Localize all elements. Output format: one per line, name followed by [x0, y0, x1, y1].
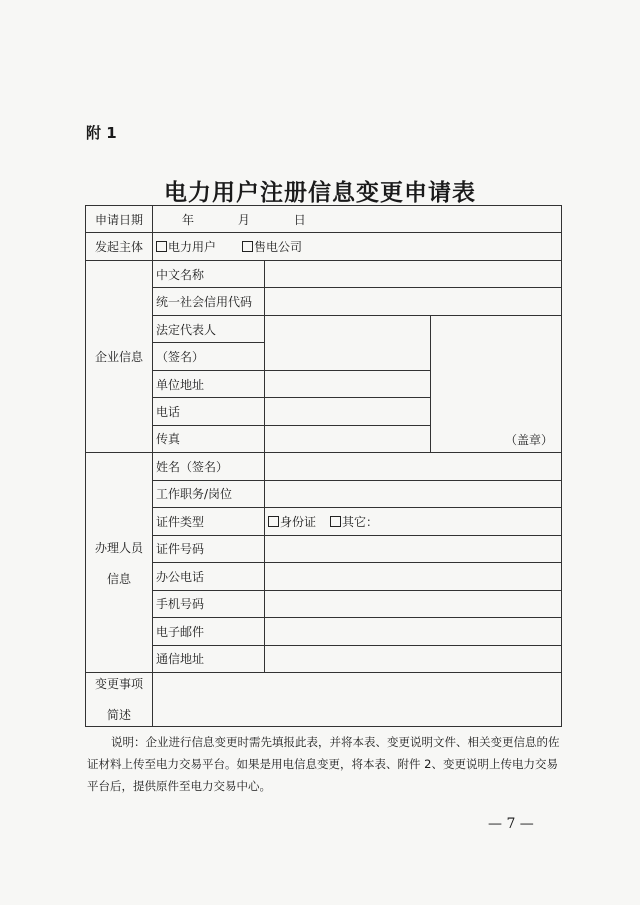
id-type-label: 证件类型 [153, 508, 265, 535]
row-id-number [86, 535, 562, 562]
initiator-label: 发起主体 [86, 233, 153, 260]
row-handler-name [86, 453, 562, 480]
power-user-checkbox[interactable] [156, 241, 167, 252]
row-legal-rep [86, 315, 562, 342]
row-id-type [86, 508, 562, 535]
change-desc-label [86, 672, 153, 726]
chinese-name-label: 中文名称 [153, 260, 265, 287]
row-apply-date [86, 206, 562, 233]
row-office-phone [86, 563, 562, 590]
id-type-options [265, 508, 562, 535]
legal-rep-label: 法定代表人 [153, 315, 265, 342]
id-number-input[interactable] [265, 535, 562, 562]
company-stamp-area[interactable]: （盖章） [431, 315, 562, 452]
address-label: 单位地址 [153, 370, 265, 397]
mail-address-input[interactable] [265, 645, 562, 672]
position-input[interactable] [265, 480, 562, 507]
date-year-unit: 年 [182, 212, 195, 227]
retailer-checkbox[interactable] [242, 241, 253, 252]
handler-label-line2: 信息 [106, 571, 131, 586]
legal-rep-input[interactable] [265, 315, 431, 370]
id-number-label: 证件号码 [153, 535, 265, 562]
row-initiator [86, 233, 562, 260]
change-desc-label-line1: 变更事项 [94, 677, 143, 692]
office-phone-label: 办公电话 [153, 563, 265, 590]
handler-info-label [86, 453, 153, 673]
credit-code-label: 统一社会信用代码 [153, 288, 265, 315]
fax-input[interactable] [265, 425, 431, 452]
apply-date-field[interactable] [153, 206, 562, 233]
handler-name-label: 姓名（签名） [153, 453, 265, 480]
row-credit-code [86, 288, 562, 315]
row-position [86, 480, 562, 507]
attachment-label: 附 1 [86, 124, 117, 142]
phone-input[interactable] [265, 398, 431, 425]
other-id-option-label: 其它： [342, 514, 379, 529]
fax-label: 传真 [153, 425, 265, 452]
handler-label-line1: 办理人员 [94, 540, 143, 555]
row-email [86, 618, 562, 645]
mail-address-label: 通信地址 [153, 645, 265, 672]
change-desc-label-line2: 简述 [106, 708, 131, 723]
form-instructions: 说明：企业进行信息变更时需先填报此表，并将本表、变更说明文件、相关变更信息的佐证材料上传至电力交易平台。如果是用电信息变更，将本表、附件 2、变更说明上传电力交易平台后，提供原件至电力交易中心。 [87, 735, 560, 793]
id-card-checkbox[interactable] [268, 516, 279, 527]
date-month-unit: 月 [237, 212, 250, 227]
address-input[interactable] [265, 370, 431, 397]
row-mobile [86, 590, 562, 617]
credit-code-input[interactable] [265, 288, 562, 315]
phone-label: 电话 [153, 398, 265, 425]
row-change-desc [86, 672, 562, 726]
handler-name-input[interactable] [265, 453, 562, 480]
row-mail-address [86, 645, 562, 672]
legal-rep-sign-label: （签名） [153, 343, 265, 370]
registration-change-form [85, 205, 562, 727]
row-chinese-name [86, 260, 562, 287]
enterprise-info-label: 企业信息 [86, 260, 153, 452]
other-id-checkbox[interactable] [330, 516, 341, 527]
form-title: 电力用户注册信息变更申请表 [164, 179, 476, 206]
initiator-options [153, 233, 562, 260]
email-label: 电子邮件 [153, 618, 265, 645]
chinese-name-input[interactable] [265, 260, 562, 287]
email-input[interactable] [265, 618, 562, 645]
retailer-option-label: 售电公司 [254, 240, 303, 255]
apply-date-label: 申请日期 [86, 206, 153, 233]
change-desc-input[interactable] [153, 672, 562, 726]
power-user-option-label: 电力用户 [168, 240, 217, 255]
id-card-option-label: 身份证 [280, 514, 317, 529]
position-label: 工作职务/岗位 [153, 480, 265, 507]
mobile-label: 手机号码 [153, 590, 265, 617]
mobile-input[interactable] [265, 590, 562, 617]
page-number: — 7 — [488, 816, 534, 832]
office-phone-input[interactable] [265, 563, 562, 590]
date-day-unit: 日 [293, 212, 306, 227]
